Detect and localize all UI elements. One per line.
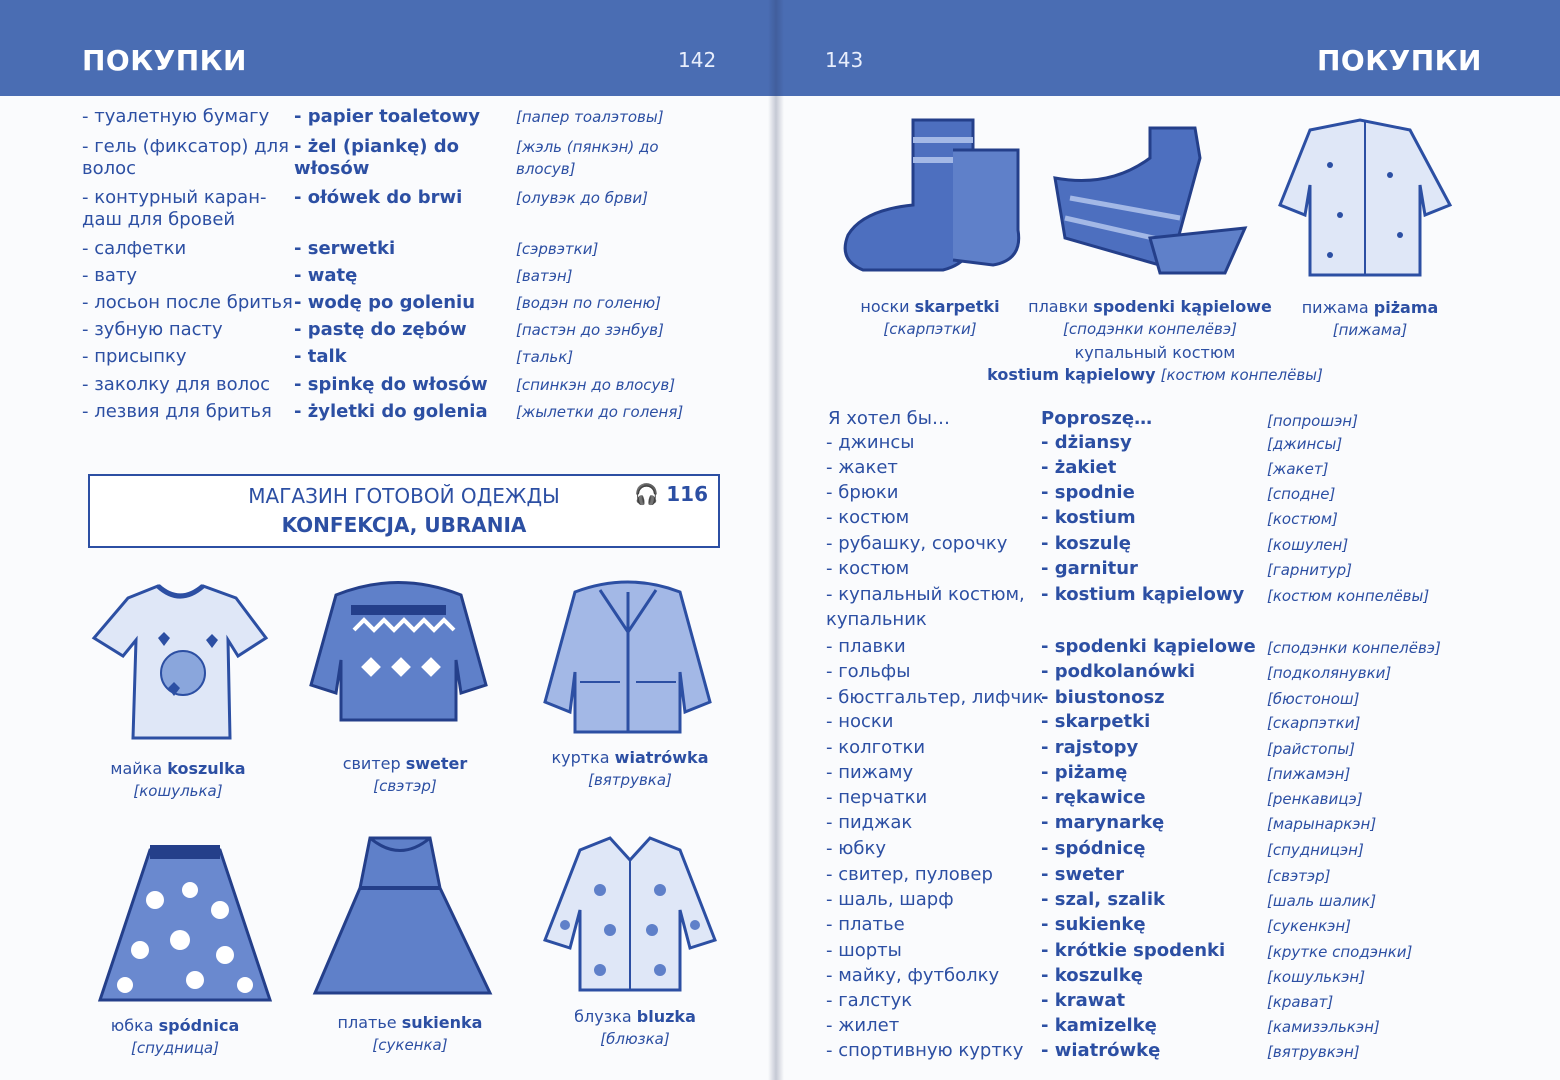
list-tr: [гарнитур]: [1267, 561, 1352, 579]
list-ru: - колготки: [826, 737, 926, 758]
list-ru: - брюки: [826, 482, 899, 503]
list-ru: - рубашку, сорочку: [826, 533, 1008, 554]
caption-tr: [свэтэр]: [373, 777, 437, 795]
vocab-pl: - żel (piankę) do włosów: [294, 136, 460, 179]
caption-tr: [кошулька]: [133, 782, 223, 800]
list-ru: - пижаму: [826, 762, 914, 783]
intro-ru: Я хотел бы…: [828, 408, 950, 429]
left-header-band: [0, 0, 775, 96]
list-tr: [камизэлькэн]: [1267, 1018, 1380, 1036]
caption-ru: купальный костюм: [1074, 343, 1236, 362]
list-pl: - kamizelkę: [1041, 1015, 1157, 1036]
left-page: [0, 0, 775, 1080]
caption-skarpetki: [835, 296, 1025, 340]
vocab-ru: - туалетную бумагу: [82, 106, 270, 127]
list-ru: - купальный костюм,: [826, 584, 1025, 605]
caption-ru: блузка: [574, 1007, 632, 1026]
list-tr: [костюм конпелёвы]: [1267, 587, 1430, 605]
caption-koszulka: [98, 758, 258, 802]
list-pl: - krawat: [1041, 990, 1126, 1011]
vocab-pl: - ołówek do brwi: [294, 187, 463, 208]
vocab-tr: [тальк]: [516, 348, 574, 366]
list-ru: - плавки: [826, 636, 906, 657]
right-header-band: [775, 0, 1560, 96]
list-ru: - жилет: [826, 1015, 900, 1036]
tshirt-illustration: [88, 578, 273, 748]
list-ru: - джинсы: [826, 432, 915, 453]
blouse-illustration: [540, 830, 720, 1000]
vocab-tr: [жылетки до голеня]: [516, 403, 684, 421]
list-ru: - шаль, шарф: [826, 889, 954, 910]
list-pl: - krótkie spodenki: [1041, 940, 1226, 961]
caption-sweter: [325, 753, 485, 797]
list-pl: - spodenki kąpielowe: [1041, 636, 1256, 657]
right-page-title: ПОКУПКИ: [1317, 44, 1482, 77]
list-pl: - spódnicę: [1041, 838, 1146, 859]
intro-pl: Poproszę…: [1041, 408, 1153, 429]
caption-pl: sweter: [405, 754, 468, 773]
list-pl: - dżiansy: [1041, 432, 1132, 453]
sweater-illustration: [306, 565, 491, 730]
caption-pizama: [1285, 297, 1455, 341]
caption-pl: spódnica: [158, 1016, 240, 1035]
caption-ru: пижама: [1301, 298, 1369, 317]
vocab-pl: - spinkę do włosów: [294, 374, 488, 395]
caption-pl: kostium kąpielowy: [987, 365, 1156, 384]
list-tr: [шаль шалик]: [1267, 892, 1377, 910]
caption-pl: skarpetki: [914, 297, 1000, 316]
intro-tr: [попрошэн]: [1267, 412, 1358, 430]
vocab-ru: - зубную пасту: [82, 319, 223, 340]
vocab-ru: - гель (фиксатор) для волос: [82, 136, 289, 179]
vocab-ru: - лосьон после бритья: [82, 292, 293, 313]
pajamas-illustration: [1270, 115, 1470, 285]
skirt-illustration: [95, 840, 275, 1010]
caption-pl: sukienka: [401, 1013, 483, 1032]
list-tr: [скарпэтки]: [1267, 714, 1361, 732]
caption-tr: [вятрувка]: [588, 771, 672, 789]
caption-ru: плавки: [1028, 297, 1089, 316]
list-pl: - koszulę: [1041, 533, 1131, 554]
list-tr: [марынаркэн]: [1267, 815, 1377, 833]
caption-tr: [блюзка]: [600, 1030, 670, 1048]
section-title-ru: МАГАЗИН ГОТОВОЙ ОДЕЖДЫ: [248, 484, 560, 508]
caption-ru: свитер: [342, 754, 401, 773]
list-tr: [вятрувкэн]: [1267, 1043, 1360, 1061]
vocab-pl: - watę: [294, 265, 358, 286]
audio-track-label: 🎧 116: [634, 482, 708, 506]
caption-tr: [сподэнки конпелёвэ]: [1063, 320, 1237, 338]
caption-ru: юбка: [110, 1016, 154, 1035]
list-ru: - костюм: [826, 507, 910, 528]
list-pl: - skarpetki: [1041, 711, 1151, 732]
caption-ru: платье: [337, 1013, 397, 1032]
caption-tr: [сукенка]: [372, 1036, 448, 1054]
list-pl: - marynarkę: [1041, 812, 1165, 833]
vocab-tr: [пастэн до зэнбув]: [516, 321, 664, 339]
vocab-ru: - присыпку: [82, 346, 187, 367]
list-pl: - rajstopy: [1041, 737, 1139, 758]
caption-pl: wiatrówka: [614, 748, 709, 767]
list-ru: - майку, футболку: [826, 965, 1000, 986]
caption-spodenki: [1020, 296, 1280, 340]
list-ru: - пиджак: [826, 812, 913, 833]
list-ru: - платье: [826, 914, 905, 935]
list-ru: - костюм: [826, 558, 910, 579]
list-ru: - перчатки: [826, 787, 928, 808]
list-ru: - шорты: [826, 940, 902, 961]
vocab-pl: - papier toaletowy: [294, 106, 481, 127]
list-pl: - spodnie: [1041, 482, 1135, 503]
caption-tr: [спудница]: [131, 1039, 219, 1057]
list-pl: - sweter: [1041, 864, 1124, 885]
list-tr: [спудницэн]: [1267, 841, 1364, 859]
vocab-tr: [олувэк до брви]: [516, 189, 648, 207]
vocab-tr: [сэрвэтки]: [516, 240, 599, 258]
caption-ru: майка: [110, 759, 163, 778]
list-tr: [кошулен]: [1267, 536, 1349, 554]
list-tr: [подколянувки]: [1267, 664, 1392, 682]
vocab-pl: - wodę po goleniu: [294, 292, 476, 313]
list-tr: [джинсы]: [1267, 435, 1343, 453]
caption-pl: spodenki kąpielowe: [1093, 297, 1272, 316]
list-ru: - свитер, пуловер: [826, 864, 993, 885]
dress-illustration: [310, 828, 495, 1003]
list-pl: - sukienkę: [1041, 914, 1146, 935]
list-pl: - rękawice: [1041, 787, 1146, 808]
book-gutter: [768, 0, 784, 1080]
list-pl: - podkolanówki: [1041, 661, 1195, 682]
list-pl: - koszulkę: [1041, 965, 1143, 986]
vocab-ru: - заколку для волос: [82, 374, 270, 395]
caption-kostium: [945, 342, 1365, 386]
list-tr: [райстопы]: [1267, 740, 1355, 758]
section-title-pl: KONFEKCJA, UBRANIA: [281, 513, 527, 537]
caption-ru: куртка: [551, 748, 610, 767]
list-ru: - галстук: [826, 990, 913, 1011]
left-page-title: ПОКУПКИ: [82, 44, 247, 77]
caption-pl: bluzka: [636, 1007, 696, 1026]
vocab-pl: - talk: [294, 346, 347, 367]
list-ru: - носки: [826, 711, 894, 732]
list-tr: [жакет]: [1267, 460, 1329, 478]
list-tr: [свэтэр]: [1267, 867, 1331, 885]
vocab-pl: - serwetki: [294, 238, 396, 259]
list-tr: [кошулькэн]: [1267, 968, 1366, 986]
list-tr: [сукенкэн]: [1267, 917, 1352, 935]
vocab-pl: - pastę do zębów: [294, 319, 467, 340]
list-pl: - kostium: [1041, 507, 1136, 528]
vocab-ru: - салфетки: [82, 238, 187, 259]
vocab-ru: - контурный каран-даш для бровей: [82, 187, 267, 230]
list-tr: [костюм]: [1267, 510, 1338, 528]
vocab-ru: - вату: [82, 265, 137, 286]
list-pl: - piżamę: [1041, 762, 1128, 783]
caption-ru: носки: [860, 297, 910, 316]
vocab-tr: [спинкэн до влосув]: [516, 376, 676, 394]
list-ru: купальник: [826, 609, 927, 630]
caption-pl: piżama: [1373, 298, 1439, 317]
list-ru: - жакет: [826, 457, 898, 478]
list-tr: [ренкавицэ]: [1267, 790, 1363, 808]
caption-bluzka: [555, 1006, 715, 1050]
list-pl: - żakiet: [1041, 457, 1117, 478]
section-heading-box: [88, 474, 720, 548]
list-ru: - юбку: [826, 838, 886, 859]
jacket-illustration: [540, 572, 715, 742]
list-tr: [крутке сподэнки]: [1267, 943, 1413, 961]
caption-wiatrowka: [540, 747, 720, 791]
list-ru: - гольфы: [826, 661, 911, 682]
list-pl: - garnitur: [1041, 558, 1138, 579]
swimwear-illustration: [1050, 118, 1250, 278]
list-pl: - biustonosz: [1041, 687, 1165, 708]
list-tr: [сподэнки конпелёвэ]: [1267, 639, 1441, 657]
list-tr: [бюстонош]: [1267, 690, 1360, 708]
list-tr: [крават]: [1267, 993, 1334, 1011]
caption-spodnica: [95, 1015, 255, 1059]
list-tr: [сподне]: [1267, 485, 1336, 503]
caption-tr: [скарпэтки]: [883, 320, 977, 338]
list-ru: - бюстгальтер, лифчик: [826, 687, 1044, 708]
right-page-number: 143: [825, 48, 864, 72]
list-pl: - kostium kąpielowy: [1041, 584, 1245, 605]
vocab-tr: [ватэн]: [516, 267, 573, 285]
vocab-ru: - лезвия для бритья: [82, 401, 272, 422]
list-pl: - szal, szalik: [1041, 889, 1165, 910]
list-pl: - wiatrówkę: [1041, 1040, 1161, 1061]
vocab-tr: [жэль (пянкэн) до влосув]: [516, 138, 659, 178]
caption-tr: [пижама]: [1332, 321, 1408, 339]
vocab-tr: [папер тоалэтовы]: [516, 108, 664, 126]
list-ru: - спортивную куртку: [826, 1040, 1024, 1061]
caption-sukienka: [330, 1012, 490, 1056]
list-tr: [пижамэн]: [1267, 765, 1351, 783]
left-page-number: 142: [678, 48, 717, 72]
vocab-tr: [водэн по голеню]: [516, 294, 661, 312]
caption-tr: [костюм конпелёвы]: [1160, 366, 1323, 384]
caption-pl: koszulka: [167, 759, 246, 778]
socks-illustration: [833, 110, 1033, 280]
vocab-pl: - żyletki do golenia: [294, 401, 488, 422]
